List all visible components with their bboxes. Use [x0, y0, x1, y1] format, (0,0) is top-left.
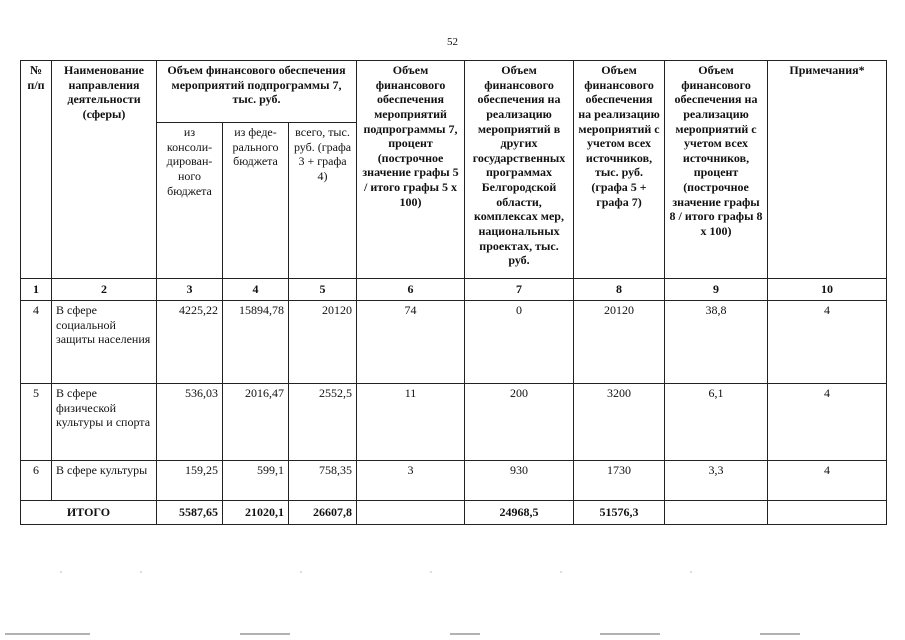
- column-number: 9: [665, 279, 768, 301]
- row-notes: 4: [768, 461, 887, 501]
- total-label: ИТОГО: [21, 501, 157, 525]
- table-row: [21, 301, 887, 384]
- header-all-sources: Объем финансового обеспечения на реализацию мероприятий с учетом всех источников, тыс. руб. (графа 5 + графа 7): [574, 61, 665, 279]
- row-federal: 2016,47: [223, 384, 289, 461]
- header-direction: Наименование направления деятельности (сферы): [52, 61, 157, 279]
- row-share-percent: 3: [357, 461, 465, 501]
- total-row: [21, 501, 887, 525]
- row-all-sources-percent: 6,1: [665, 384, 768, 461]
- financing-table: [20, 60, 887, 525]
- row-notes: 4: [768, 384, 887, 461]
- row-other-programs: 0: [465, 301, 574, 384]
- header-other-programs: Объем финансового обеспечения на реализацию мероприятий в других государственных программах Белгородской области, комплексах мер, национальных проектах, тыс. руб.: [465, 61, 574, 279]
- row-all-sources: 20120: [574, 301, 665, 384]
- row-total-sum: 20120: [289, 301, 357, 384]
- header-consolidated: из консоли-дирован-ного бюджета: [157, 123, 223, 279]
- row-name: В сфере физической культуры и спорта: [52, 384, 157, 461]
- header-share-percent: Объем финансового обеспечения мероприятий подпрограммы 7, процент (построчное значение графы 5 / итого графы 5 х 100): [357, 61, 465, 279]
- total-other-programs: 24968,5: [465, 501, 574, 525]
- total-federal: 21020,1: [223, 501, 289, 525]
- row-consolidated: 159,25: [157, 461, 223, 501]
- table-row: [21, 384, 887, 461]
- row-share-percent: 74: [357, 301, 465, 384]
- column-number-row: [21, 279, 887, 301]
- row-other-programs: 930: [465, 461, 574, 501]
- header-federal: из феде-рального бюджета: [223, 123, 289, 279]
- header-total-sum: всего, тыс. руб. (графа 3 + графа 4): [289, 123, 357, 279]
- column-number: 5: [289, 279, 357, 301]
- header-num: № п/п: [21, 61, 52, 279]
- total-share-percent-empty: [357, 501, 465, 525]
- header-notes: Примечания*: [768, 61, 887, 279]
- row-total-sum: 758,35: [289, 461, 357, 501]
- header-all-sources-percent: Объем финансового обеспечения на реализацию мероприятий с учетом всех источников, процент (построчное значение графы 8 / итого графы 8 х 100): [665, 61, 768, 279]
- column-number: 7: [465, 279, 574, 301]
- row-num: 4: [21, 301, 52, 384]
- column-number: 6: [357, 279, 465, 301]
- column-number: 4: [223, 279, 289, 301]
- row-consolidated: 4225,22: [157, 301, 223, 384]
- total-consolidated: 5587,65: [157, 501, 223, 525]
- row-num: 5: [21, 384, 52, 461]
- row-name: В сфере социальной защиты населения: [52, 301, 157, 384]
- total-notes-empty: [768, 501, 887, 525]
- row-name: В сфере культуры: [52, 461, 157, 501]
- total-all-sources-percent-empty: [665, 501, 768, 525]
- header-row: [21, 61, 887, 123]
- column-number: 1: [21, 279, 52, 301]
- total-all-sources: 51576,3: [574, 501, 665, 525]
- row-num: 6: [21, 461, 52, 501]
- total-sum: 26607,8: [289, 501, 357, 525]
- header-financing-group: Объем финансового обеспечения мероприятий подпрограммы 7, тыс. руб.: [157, 61, 357, 123]
- row-all-sources: 3200: [574, 384, 665, 461]
- row-federal: 599,1: [223, 461, 289, 501]
- row-federal: 15894,78: [223, 301, 289, 384]
- page-number: 52: [447, 36, 458, 48]
- row-notes: 4: [768, 301, 887, 384]
- column-number: 3: [157, 279, 223, 301]
- row-share-percent: 11: [357, 384, 465, 461]
- column-number: 8: [574, 279, 665, 301]
- row-all-sources-percent: 3,3: [665, 461, 768, 501]
- row-all-sources-percent: 38,8: [665, 301, 768, 384]
- column-number: 2: [52, 279, 157, 301]
- row-all-sources: 1730: [574, 461, 665, 501]
- row-consolidated: 536,03: [157, 384, 223, 461]
- column-number: 10: [768, 279, 887, 301]
- row-other-programs: 200: [465, 384, 574, 461]
- row-total-sum: 2552,5: [289, 384, 357, 461]
- table-row: [21, 461, 887, 501]
